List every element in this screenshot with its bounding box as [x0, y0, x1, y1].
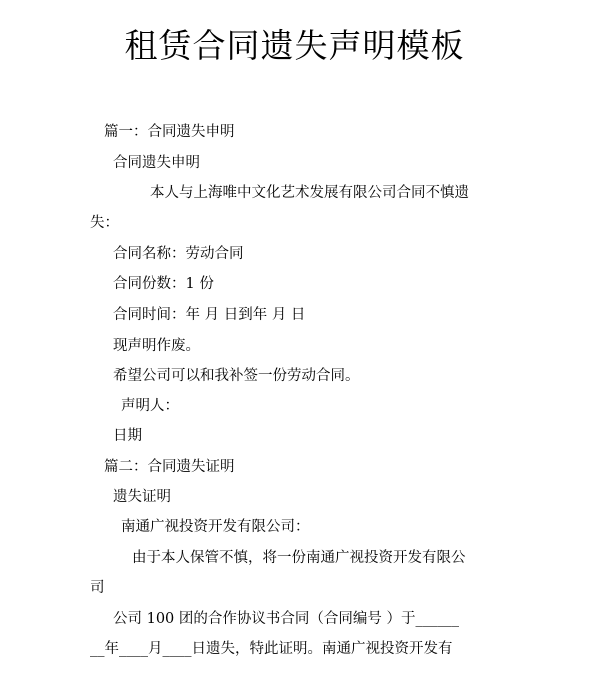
- paragraph-line: 由于本人保管不慎，将一份南通广视投资开发有限公: [132, 550, 466, 566]
- paragraph-line: 司: [90, 580, 105, 596]
- paragraph-line: 合同名称：劳动合同: [113, 246, 244, 262]
- document-title: 租赁合同遗失声明模板: [124, 26, 465, 65]
- section-heading-1: 篇一：合同遗失申明: [104, 124, 235, 140]
- paragraph-line: 日期: [113, 428, 142, 444]
- paragraph-line: 公司 100 团的合作协议书合同（合同编号 ）于______: [113, 611, 460, 627]
- paragraph-line: 声明人：: [121, 398, 179, 414]
- paragraph-line: 南通广视投资开发有限公司：: [121, 519, 310, 535]
- paragraph-line: 遗失证明: [113, 489, 171, 505]
- paragraph-line: 失：: [90, 215, 119, 231]
- paragraph-line: 合同时间：年 月 日到年 月 日: [113, 307, 306, 323]
- paragraph-line: 希望公司可以和我补签一份劳动合同。: [113, 368, 360, 384]
- paragraph-line: __年____月____日遗失，特此证明。南通广视投资开发有: [90, 641, 453, 657]
- paragraph-line: 现声明作废。: [113, 338, 200, 354]
- paragraph-line: 合同遗失申明: [113, 155, 200, 171]
- section-heading-2: 篇二：合同遗失证明: [104, 459, 235, 475]
- paragraph-line: 合同份数：1 份: [113, 276, 214, 292]
- paragraph-line: 本人与上海唯中文化艺术发展有限公司合同不慎遗: [150, 185, 469, 201]
